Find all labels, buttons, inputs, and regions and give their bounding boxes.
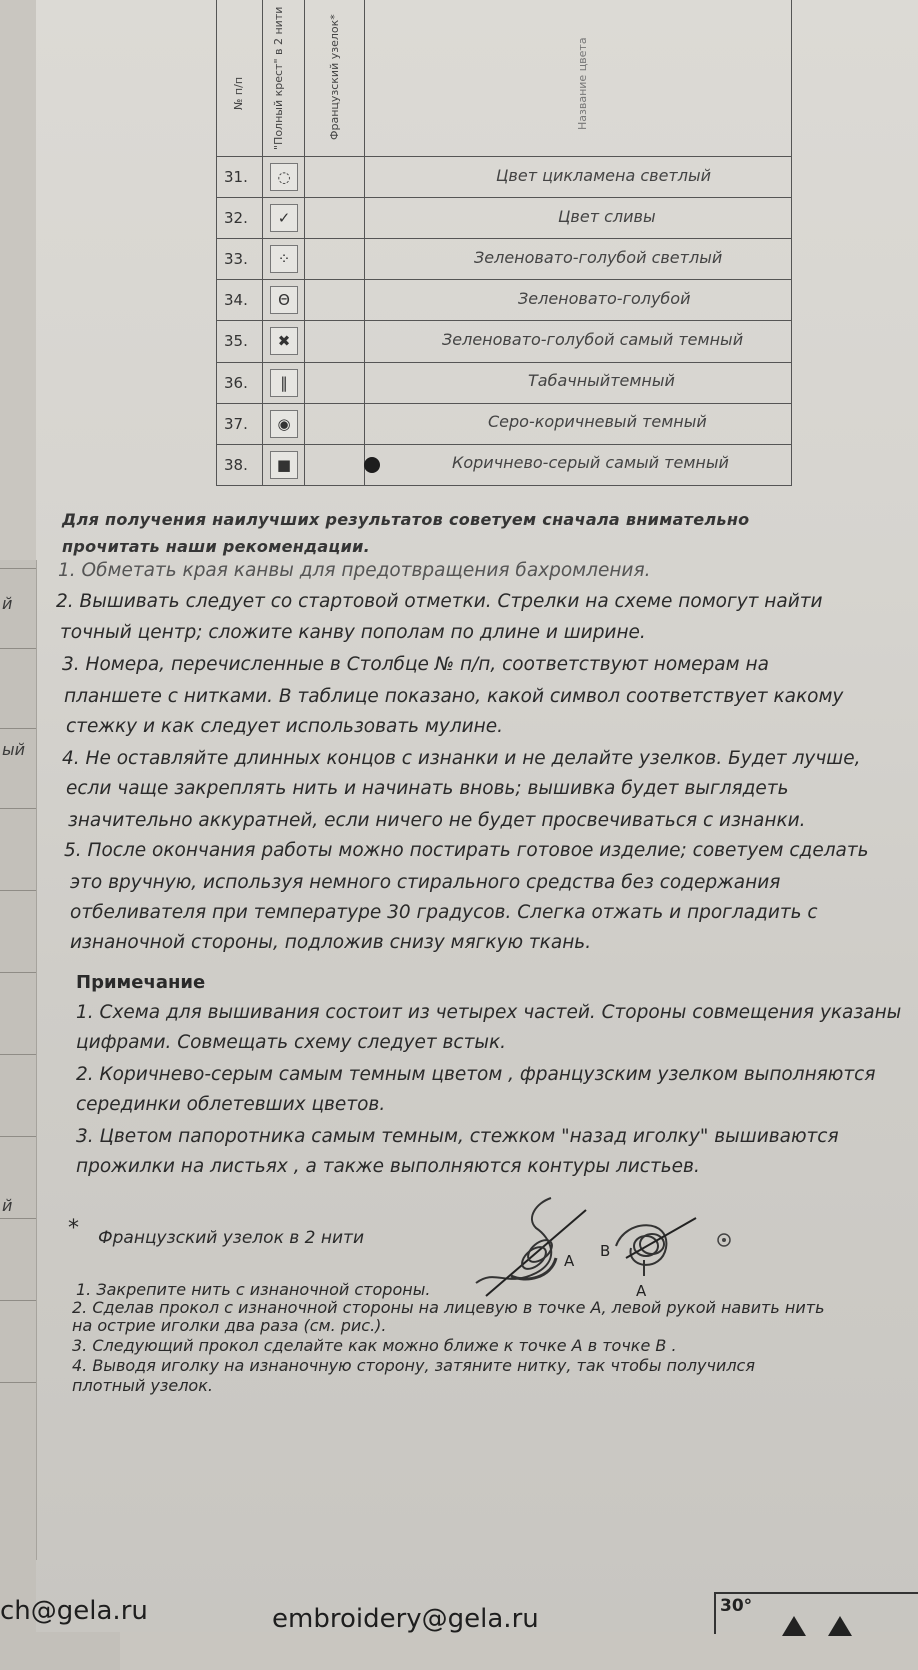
row-number: 34. (224, 291, 248, 309)
row-number: 36. (224, 374, 248, 392)
note-line: 1. Схема для вышивания состоит из четырех частей. Стороны совмещения указаны (76, 1002, 902, 1023)
note-line: серединки облетевших цветов. (76, 1094, 386, 1115)
footer-email: embroidery@gela.ru (272, 1604, 539, 1634)
warning-triangle-icon (772, 1612, 862, 1636)
stitch-symbol: ✓ (270, 204, 298, 232)
advice-line: это вручную, используя немного стирального средства без содержания (70, 872, 781, 893)
knot-step: на острие иголки два раза (см. рис.). (72, 1316, 387, 1335)
stitch-symbol: ✖ (270, 327, 298, 355)
advice-line: 2. Вышивать следует со стартовой отметки. Стрелки на схеме помогут найти (56, 591, 823, 612)
color-name: Цвет сливы (558, 207, 656, 226)
row-number: 31. (224, 168, 248, 186)
advice-line: если чаще закреплять нить и начинать вновь; вышивка будет выглядеть (66, 778, 789, 799)
note-line: 2. Коричнево-серым самым темным цветом , французским узелком выполняются (76, 1064, 876, 1085)
advice-title: Для получения наилучших результатов советуем сначала внимательно (62, 510, 750, 529)
row-number: 33. (224, 250, 248, 268)
back-fragment: й (2, 1196, 13, 1215)
note-title: Примечание (76, 972, 206, 993)
stitch-symbol: ◉ (270, 410, 298, 438)
point-b-label: B (600, 1242, 611, 1260)
color-name: Зеленовато-голубой самый темный (442, 330, 744, 349)
point-a-label: A (636, 1282, 647, 1300)
back-fragment: ый (2, 740, 26, 759)
color-name: Цвет цикламена светлый (496, 166, 711, 185)
knot-asterisk: * (68, 1216, 79, 1241)
color-name: Зеленовато-голубой (518, 289, 691, 308)
stitch-symbol: ◌ (270, 163, 298, 191)
note-line: 3. Цветом папоротника самым темным, стежком "назад иголку" вышиваются (76, 1126, 839, 1147)
header-french-knot: Французский узелок* (328, 14, 341, 140)
knot-step: 4. Выводя иголку на изнаночную сторону, затяните нитку, так чтобы получился (72, 1356, 755, 1375)
french-knot-diagram (466, 1188, 746, 1308)
row-number: 35. (224, 332, 248, 350)
header-num: № п/п (232, 76, 245, 110)
advice-line: 4. Не оставляйте длинных концов с изнанки и не делайте узелков. Будет лучше, (62, 748, 861, 769)
point-a-label: A (564, 1252, 575, 1270)
wash-temp-label: 30° (720, 1596, 753, 1616)
stitch-symbol: ■ (270, 451, 298, 479)
stitch-symbol: Θ (270, 286, 298, 314)
advice-line: планшете с нитками. В таблице показано, какой символ соответствует какому (64, 686, 844, 707)
color-table (216, 0, 792, 486)
wash-temp-box (714, 1592, 918, 1634)
advice-line: 1. Обметать края канвы для предотвращения бахромления. (58, 560, 651, 581)
footer-email: ch@gela.ru (0, 1596, 148, 1626)
knot-step: 3. Следующий прокол сделайте как можно ближе к точке А в точке В . (72, 1336, 677, 1355)
row-number: 32. (224, 209, 248, 227)
instruction-sheet (36, 0, 918, 1632)
advice-line: точный центр; сложите канву пополам по длине и ширине. (60, 622, 646, 643)
advice-line: 3. Номера, перечисленные в Столбце № п/п, соответствуют номерам на (62, 654, 769, 675)
note-line: прожилки на листьях , а также выполняются контуры листьев. (76, 1156, 700, 1177)
stitch-symbol: ‖ (270, 369, 298, 397)
advice-line: изнаночной стороны, подложив снизу мягкую ткань. (70, 932, 592, 953)
advice-line: стежку и как следует использовать мулине. (66, 716, 504, 737)
row-number: 37. (224, 415, 248, 433)
knot-step: 2. Сделав прокол с изнаночной стороны на лицевую в точке А, левой рукой навить нить (72, 1298, 825, 1317)
advice-line: значительно аккуратней, если ничего не будет просвечиваться с изнанки. (68, 810, 806, 831)
advice-title: прочитать наши рекомендации. (62, 537, 370, 556)
color-name: Зеленовато-голубой светлый (474, 248, 723, 267)
row-number: 38. (224, 456, 248, 474)
color-name: Коричнево-серый самый темный (452, 453, 729, 472)
advice-line: 5. После окончания работы можно постирать готовое изделие; советуем сделать (64, 840, 869, 861)
back-fragment: й (2, 594, 13, 613)
french-knot-dot (364, 457, 380, 473)
color-name: Табачныйтемный (528, 371, 675, 390)
color-name: Серо-коричневый темный (488, 412, 707, 431)
header-color-name: Название цвета (576, 37, 589, 130)
stitch-symbol: ⁘ (270, 245, 298, 273)
knot-step: 1. Закрепите нить с изнаночной стороны. (76, 1280, 431, 1299)
knot-step: плотный узелок. (72, 1376, 213, 1395)
note-line: цифрами. Совмещать схему следует встык. (76, 1032, 507, 1053)
advice-line: отбеливателя при температуре 30 градусов. Слегка отжать и прогладить с (70, 902, 818, 923)
header-full-cross: "Полный крест" в 2 нити (272, 6, 285, 150)
knot-title: Французский узелок в 2 нити (98, 1228, 364, 1248)
